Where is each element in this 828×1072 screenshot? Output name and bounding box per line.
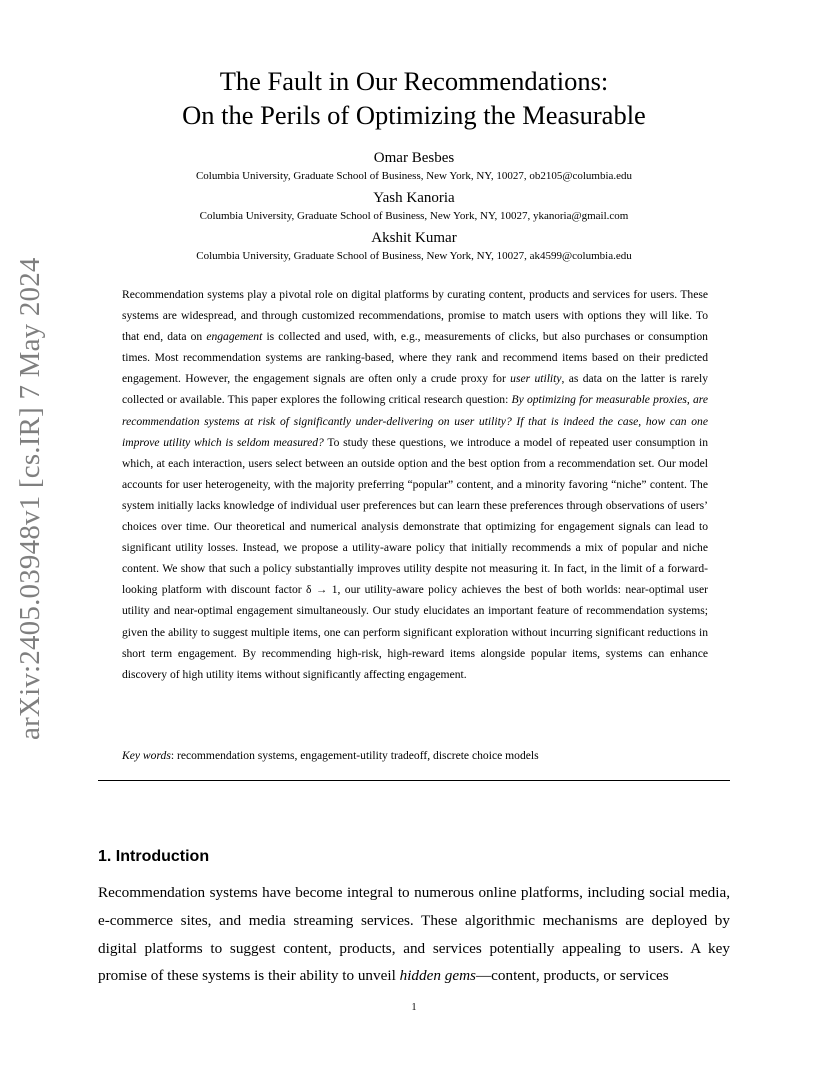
author-name: Yash Kanoria <box>373 190 455 206</box>
author-affiliation: Columbia University, Graduate School of Business, New York, NY, 10027, ak4599@columbia.edu <box>196 250 632 262</box>
keywords-label: Key words <box>122 749 171 762</box>
arxiv-identifier-stamp: arXiv:2405.03948v1 [cs.IR] 7 May 2024 <box>14 257 46 740</box>
author-name: Omar Besbes <box>373 150 455 166</box>
abstract-divider <box>98 780 730 781</box>
abstract <box>122 284 708 685</box>
body-text: —content, products, or services <box>475 967 669 985</box>
abstract-emphasis: user utility <box>510 372 562 386</box>
body-emphasis: hidden gems <box>399 967 476 985</box>
abstract-paragraph <box>122 284 708 685</box>
introduction-body <box>98 879 730 990</box>
page-number: 1 <box>411 1002 417 1013</box>
abstract-text: To study these questions, we introduce a model of repeated user consumption in which, at each interaction, users select between an outside option and the best option from a recommendation set. Our model accounts for user heterogeneity, with the majority preferring “popular” content, and a minority favoring “niche” content. The system initially lacks knowledge of individual user preferences but can learn these preferences through observations of users’ choices over time. Our theoretical and numerical analysis demonstrate that optimizing for engagement signals can lead to significant utility losses. Instead, we propose a utility-aware policy that initially recommends a mix of popular and niche content. We show that such a policy substantially improves utility despite not measuring it. In fact, in the limit of a forward-looking platform with discount factor δ → 1, our utility-aware policy achieves the best of both worlds: near-optimal user utility and near-optimal engagement simultaneously. Our study elucidates an important feature of recommendation systems; given the ability to suggest multiple items, one can perform significant exploration without incurring significant reductions in short term engagement. By recommending high-risk, high-reward items alongside popular items, systems can enhance discovery of high utility items without significantly affecting engagement. <box>122 435 708 681</box>
abstract-text: , as data on the latter is rarely collected or available. This paper explores the following critical research question: <box>122 372 708 407</box>
section-heading: 1. Introduction <box>98 848 210 865</box>
keywords-separator: : <box>170 749 177 762</box>
abstract-research-question: By optimizing for measurable proxies, are recommendation systems at risk of significantly under-delivering on user utility? If that is indeed the case, how can one improve utility which is seldom measured? <box>122 393 708 449</box>
author-affiliation: Columbia University, Graduate School of Business, New York, NY, 10027, ob2105@columbia.edu <box>195 170 633 182</box>
paper-title <box>0 64 828 132</box>
abstract-emphasis: engagement <box>206 330 263 344</box>
abstract-text: is collected and used, with, e.g., measurements of clicks, but also purchases or consumption times. Most recommendation systems are ranking-based, where they rank and recommend items based on their predicted engagement. However, the engagement signals are often only a crude proxy for <box>122 330 708 386</box>
keywords <box>122 749 539 762</box>
paper-title-line-1: The Fault in Our Recommendations: <box>219 66 609 96</box>
abstract-text: Recommendation systems play a pivotal role on digital platforms by curating content, products and services for users. These systems are widespread, and through customized recommendations, promise to match users with options they will like. To that end, data on <box>122 288 708 344</box>
author-affiliation: Columbia University, Graduate School of Business, New York, NY, 10027, ykanoria@gmail.com <box>199 210 629 222</box>
author-name: Akshit Kumar <box>371 230 457 246</box>
introduction-paragraph <box>98 879 730 990</box>
paper-title-line-2: On the Perils of Optimizing the Measurable <box>182 100 646 130</box>
body-text: Recommendation systems have become integral to numerous online platforms, including social media, e-commerce sites, and media streaming services. These algorithmic mechanisms are deployed by digital platforms to suggest content, products, and services potentially appealing to users. A key promise of these systems is their ability to unveil <box>98 884 730 985</box>
keywords-list: recommendation systems, engagement-utility tradeoff, discrete choice models <box>176 749 539 762</box>
